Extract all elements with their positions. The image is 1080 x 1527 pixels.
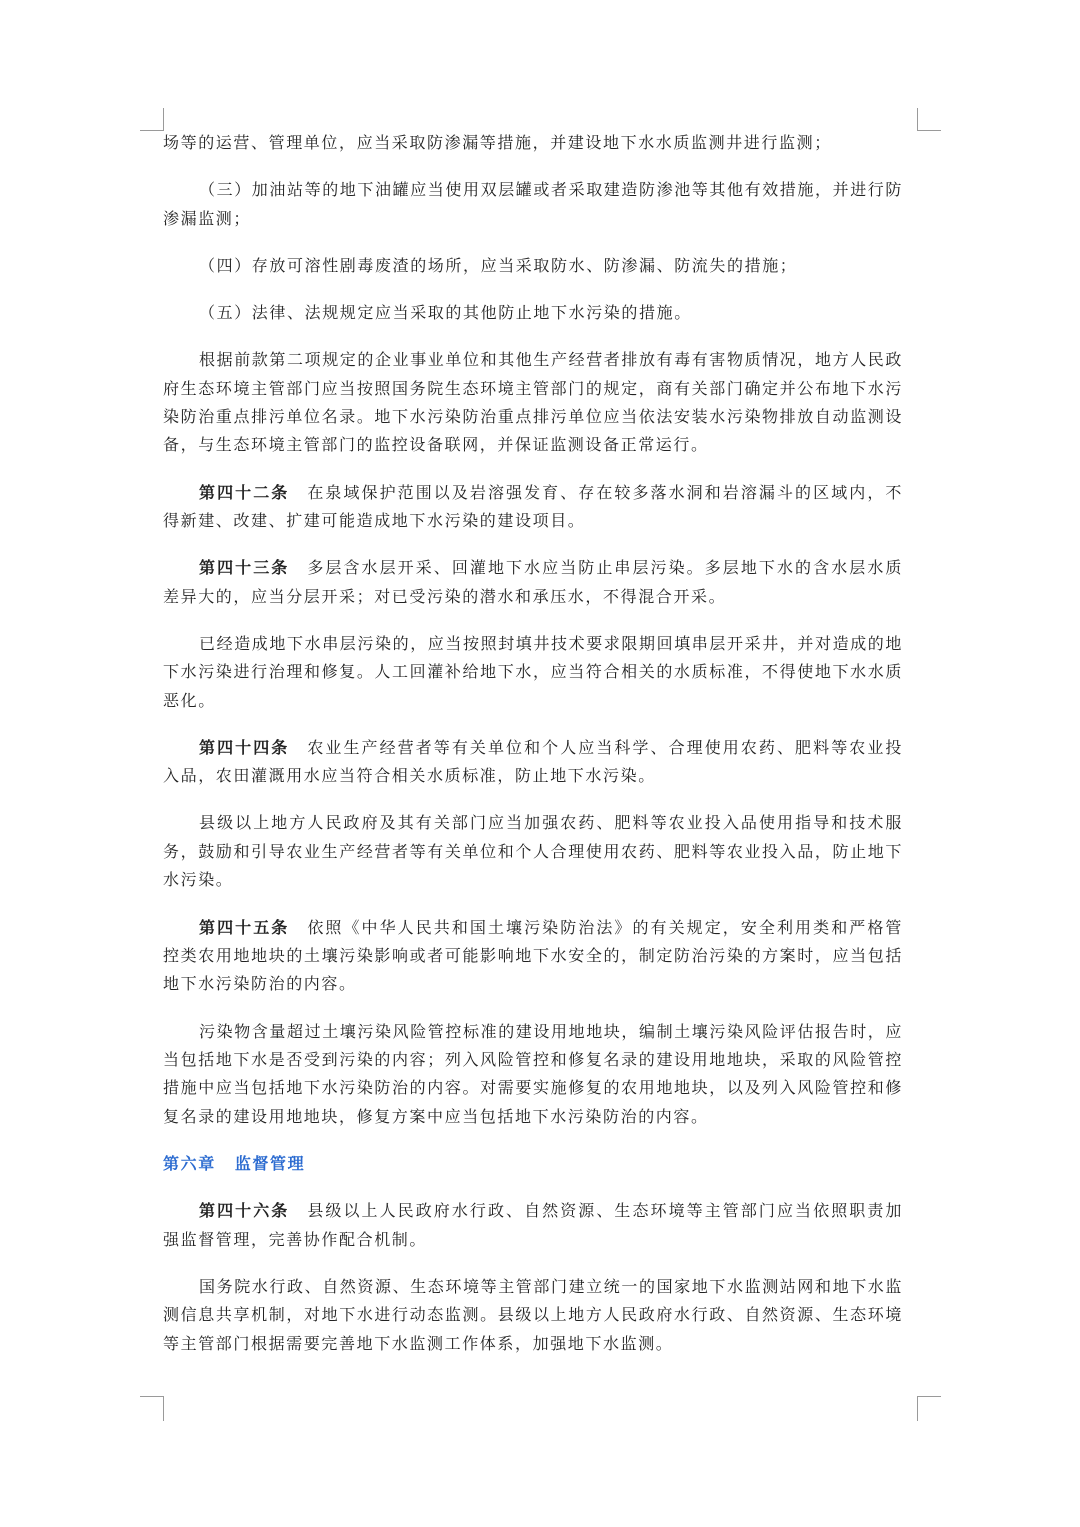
list-item: （四）存放可溶性剧毒废渣的场所，应当采取防水、防渗漏、防流失的措施； <box>199 255 798 275</box>
paragraph: 根据前款第二项规定的企业事业单位和其他生产经营者排放有毒有害物质情况，地方人民政府生态环境主管部门应当按照国务院生态环境主管部门的规定，商有关部门确定并公布地下水污染防治重点排污单位名录。地下水污染防治重点排污单位应当依法安装水污染物排放自动监测设备，与生态环境主管部门的监控设备联网，并保证监测设备正常运行。 <box>163 350 904 455</box>
article-text: 依照《中华人民共和国土壤污染防治法》的有关规定，安全利用类和严格管控类农用地地块的土壤污染影响或者可能影响地下水安全的，制定防治污染的方案时，应当包括地下水污染防治的内容。 <box>163 917 903 994</box>
paragraph: 污染物含量超过土壤污染风险管控标准的建设用地地块，编制土壤污染风险评估报告时，应当包括地下水是否受到污染的内容；列入风险管控和修复名录的建设用地地块，采取的风险管控措施中应当包括地下水污染防治的内容。对需要实施修复的农用地地块，以及列入风险管控和修复名录的建设用地地块，修复方案中应当包括地下水污染防治的内容。 <box>163 1021 904 1126</box>
article-paragraph <box>163 914 903 999</box>
article-number: 第四十五条 <box>199 917 290 937</box>
paragraph: 已经造成地下水串层污染的，应当按照封填井技术要求限期回填串层开采井，并对造成的地下水污染进行治理和修复。人工回灌补给地下水，应当符合相关的水质标准，不得使地下水水质恶化。 <box>163 633 904 710</box>
article-text: 县级以上人民政府水行政、自然资源、生态环境等主管部门应当依照职责加强监督管理，完善协作配合机制。 <box>163 1201 903 1249</box>
article-number: 第四十二条 <box>199 482 290 502</box>
article-paragraph <box>163 734 903 791</box>
chapter-heading <box>163 1150 903 1178</box>
chapter-title: 监督管理 <box>234 1153 306 1173</box>
article-number: 第四十三条 <box>199 558 290 578</box>
article-paragraph <box>163 1197 903 1254</box>
document-body <box>163 129 903 1377</box>
article-text: 多层含水层开采、回灌地下水应当防止串层污染。多层地下水的含水层水质差异大的，应当分层开采；对已受污染的潜水和承压水，不得混合开采。 <box>163 558 903 606</box>
list-item: （三）加油站等的地下油罐应当使用双层罐或者采取建造防渗池等其他有效措施，并进行防渗漏监测； <box>163 180 904 228</box>
article-text: 农业生产经营者等有关单位和个人应当科学、合理使用农药、肥料等农业投入品，农田灌溉用水应当符合相关水质标准，防止地下水污染。 <box>163 737 903 786</box>
crop-mark-bottom-right <box>917 1396 941 1421</box>
crop-mark-top-right <box>917 108 941 131</box>
article-text: 在泉域保护范围以及岩溶强发育、存在较多落水洞和岩溶漏斗的区域内，不得新建、改建、扩建可能造成地下水污染的建设项目。 <box>163 482 903 531</box>
crop-mark-bottom-left <box>140 1396 164 1421</box>
article-paragraph <box>163 479 903 536</box>
paragraph: 国务院水行政、自然资源、生态环境等主管部门建立统一的国家地下水监测站网和地下水监测信息共享机制，对地下水进行动态监测。县级以上地方人民政府水行政、自然资源、生态环境等主管部门根据需要完善地下水监测工作体系，加强地下水监测。 <box>163 1276 904 1353</box>
article-number: 第四十四条 <box>199 737 290 757</box>
crop-mark-top-left <box>140 108 164 131</box>
list-item: （五）法律、法规规定应当采取的其他防止地下水污染的措施。 <box>199 303 692 323</box>
article-paragraph <box>163 554 903 611</box>
chapter-number: 第六章 <box>163 1153 216 1173</box>
article-number: 第四十六条 <box>199 1201 290 1221</box>
paragraph-continued: 场等的运营、管理单位，应当采取防渗漏等措施，并建设地下水水质监测井进行监测； <box>163 133 832 152</box>
paragraph: 县级以上地方人民政府及其有关部门应当加强农药、肥料等农业投入品使用指导和技术服务，鼓励和引导农业生产经营者等有关单位和个人合理使用农药、肥料等农业投入品，防止地下水污染。 <box>163 813 903 890</box>
